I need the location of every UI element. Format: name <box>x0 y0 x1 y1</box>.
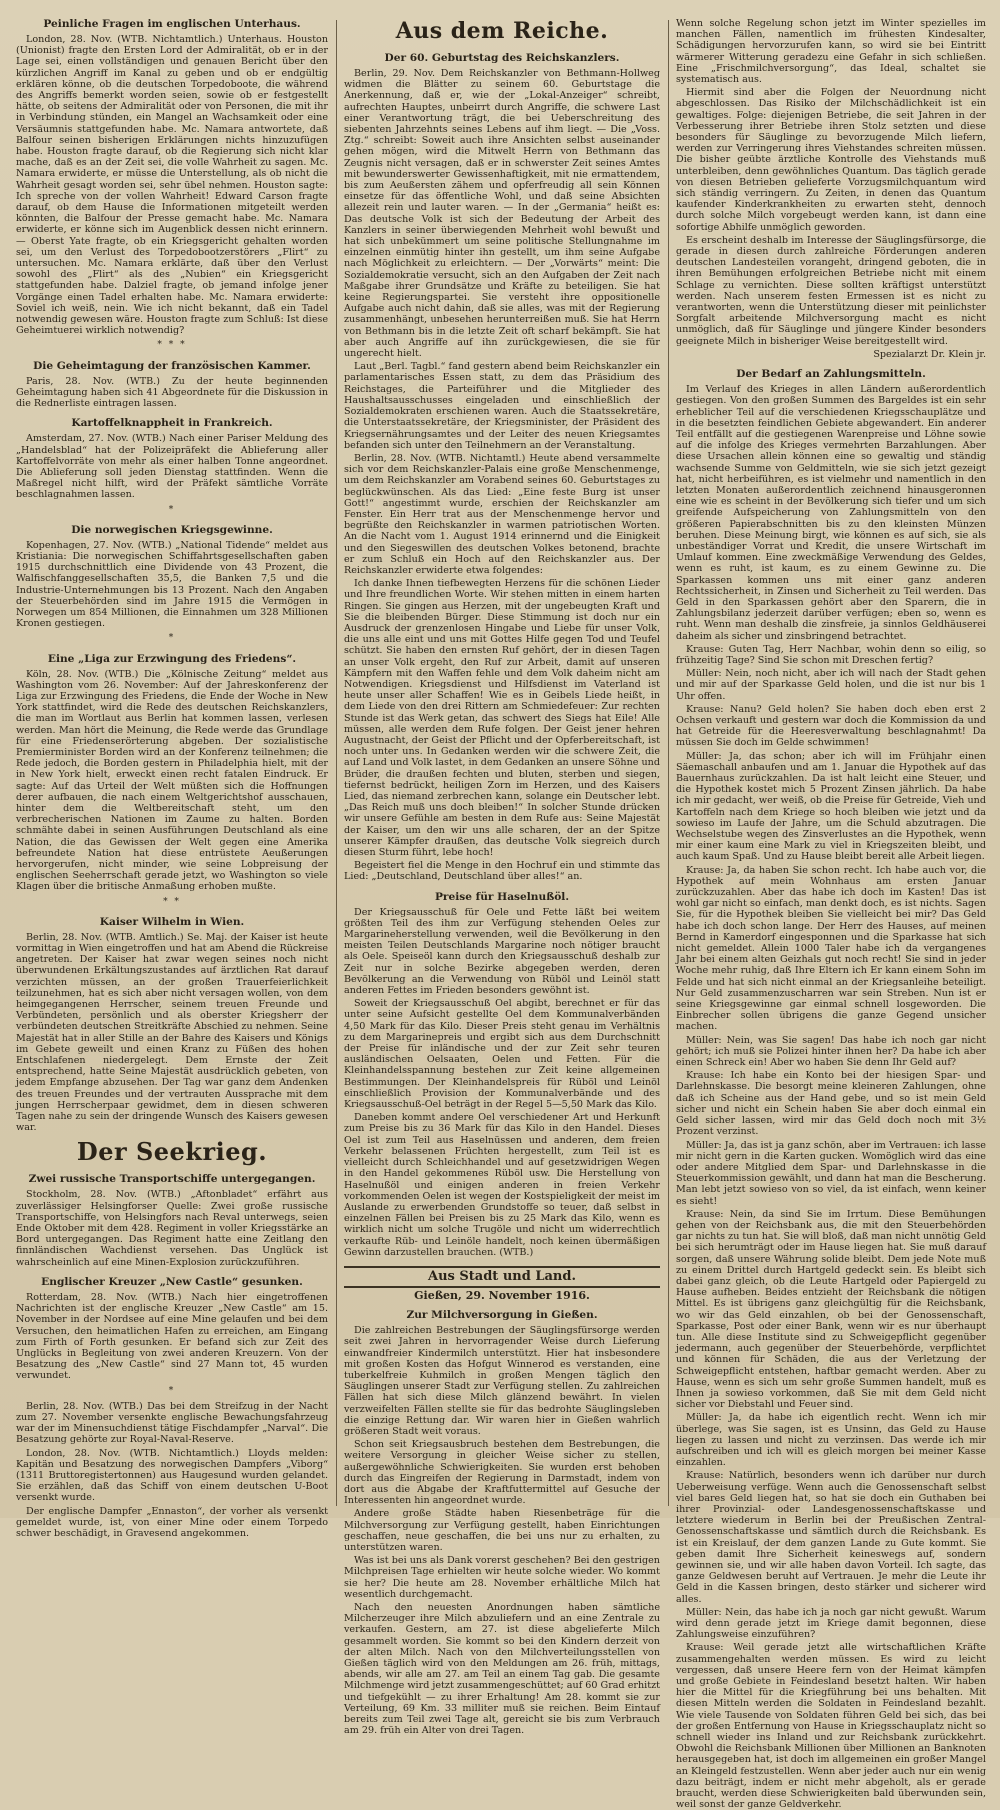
article-paragraph: London, 28. Nov. (WTB. Nichtamtlich.) Unterhaus. Houston (Unionist) fragte den Ersten Lord der Admiralität, ob er in der Lage sei, einen vollständigen und genauen Bericht über den kürzlichen Angriff im Kanal zu geben und ob er endgültig erklären könne, ob die deutschen Torpedoboote, die während des Angriffs bemerkt worden seien, sowie ob er festgestellt hätte, ob seitens der Admiralität oder von Personen, die mit ihr in Verbindung stünden, ein Mangel an Wachsamkeit oder eine Versäumnis stattgefunden habe. Mc. Namara antwortete, daß Balfour seinen bisherigen Erklärungen nichts hinzuzufügen habe. Houston fragte darauf, ob die Regierung sich nicht klar mache, daß es an der Zeit sei, die volle Wahrheit zu sagen. Mc. Namara erwiderte, er müsse die Unterstellung, als ob nicht die Wahrheit gesagt worden sei, sehr übel nehmen. Houston sagte: Ich spreche von der vollen Wahrheit! Edward Carson fragte darauf, ob dem Hause die Informationen mitgeteilt werden könnten, die Balfour der Presse gemacht habe. Mc. Namara erwiderte, er könne sich im Augenblick dessen nicht erinnern. — Oberst Yate fragte, ob ein Kriegsgericht gehalten worden sei, um den Verlust des Torpedobootzerstörers „Flirt“ zu untersuchen. Mc. Namara erklärte, daß über den Verlust sowohl des „Flirt“ als des „Nubien“ ein Kriegsgericht stattgefunden habe. Dalziel fragte, ob jemand infolge jener Vorgänge einen Tadel erhalten habe. Mc. Namara erwiderte: Soviel ich weiß, nein. Wie ich nicht bekannt, daß ein Tadel notwendig gewesen wäre. Houston fragte zum Schluß: Ist diese Geheimtuerei wirklich notwendig? <box>16 34 328 337</box>
article-paragraph: Schon seit Kriegsausbruch bestehen dem Bestrebungen, die weitere Versorgung in gleicher Weise sicher zu stellen, außergewöhnliche Schwierigkeiten. Sie wurden erst behoben durch das Eingreifen der Regierung in Darmstadt, indem von dort aus die Abgabe der Kraftfuttermittel auf Gesuche der Interessenten hin angeordnet wurde. <box>344 1439 660 1507</box>
column-middle <box>344 18 660 1737</box>
article-paragraph: Der englische Dampfer „Ennaston“, der vorher als versenkt gemeldet wurde, ist, von einer Mine oder einem Torpedo schwer beschädigt, in Gravesend angekommen. <box>16 1505 328 1539</box>
dialogue-block <box>676 644 986 1810</box>
dialogue-line: Krause: Ich habe ein Konto bei der hiesigen Spar- und Darlehnskasse. Die besorgt meine kleineren Zahlungen, ohne daß ich Scheine aus der Hand gebe, und so ist mein Geld sicher und nicht ein Schein haben Sie aber doch einmal ein Geld sicher lassen, wird mir das Geld doch noch mit 3½ Prozent verzinst. <box>676 1070 986 1138</box>
article-title: Die norwegischen Kriegsgewinne. <box>71 523 273 536</box>
dialogue-line: Müller: Ja, das ist ja ganz schön, aber im Vertrauen: ich lasse mir nicht gern in die Karten gucken. Womöglich wird das eine oder andere Mitglied dem Spar- und Darlehnskasse in die Steuerkommission gewählt, und dann hat man die Bescherung. Man lebt jetzt sowieso von so viel, da ist einfach, wenn keiner es sieht! <box>676 1139 986 1207</box>
section-heading: Der Seekrieg. <box>76 1137 268 1167</box>
article-paragraph: Berlin, 28. Nov. (WTB. Nichtamtl.) Heute abend versammelte sich vor dem Reichskanzler-Palais eine große Menschenmenge, um dem Reichskanzler am Vorabend seines 60. Geburtstages zu beglückwünschen. Als das Lied: „Eine feste Burg ist unser Gott!“ angestimmt wurde, erschien der Reichskanzler am Fenster. Ein Herr trat aus der Menschenmenge hervor und begrüßte den Reichskanzler in warmen patriotischen Worten. An die Nacht vom 1. August 1914 erinnernd und die Einigkeit und den Siegeswillen des deutschen Volkes betonend, brachte er zum Schluß ein Hoch auf den Reichskanzler aus. Der Reichskanzler erwiderte etwa folgendes: <box>344 452 660 576</box>
dialogue-line: Krause: Nein, da sind Sie im Irrtum. Diese Bemühungen gehen von der Reichsbank aus, die mit den Steuerbehörden gar nichts zu tun hat. Sie will bloß, daß man nicht unnötig Geld bei sich herumträgt oder im Hause liegen hat. Sie muß darauf sorgen, daß unsere Währung solide bleibt. Dem jede Note muß zu einem Drittel durch Hartgeld gedeckt sein. Es bleibt sich dabei ganz gleich, ob die Leute Hartgeld oder Papiergeld zu Hause aufheben. Beides entzieht der Reichsbank die nötigen Mittel. Es ist übrigens ganz gleichgültig für die Reichsbank, wo wir das Geld einzahlen, ob bei der Genossenschaft, Sparkasse, Post oder einer Bank, wenn wir es nur überhaupt tun. Alle diese Institute sind zu Schweigepflicht gegenüber jedermann, auch gegenüber der Steuerbehörde, verpflichtet und können für Schäden, die aus der Verletzung der Schweigepflicht entstehen, haftbar gemacht werden. Aber zu Hause, wenn es sich um sehr große Summen handelt, muß es Ihnen ja sowieso vorkommen, daß Sie mit dem Geld nicht sicher vor Diebstahl und Feuer sind. <box>676 1208 986 1411</box>
dialogue-line: Müller: Ja, das schon; aber ich will im Frühjahr einen Säemaschall anbaufen und am 1. Januar die Hypothek auf das Bauernhaus zurückzahlen. Da ist halt leicht eine Steuer, und die Hypothek kostet mich 5 Prozent Zinsen jährlich. Da habe ich mir gedacht, wer weiß, ob die Preise für Getreide, Vieh und Kartoffeln nach dem Kriege so hoch bleiben wie jetzt und da sowieso im Laufe der Jahre, um die Schuld abzutragen. Die Wechselstube wegen des Zinsverlustes an die Hypothek, wenn mir einer kaum eine Mark zu viel in Kriegszeiten bleibt, und auch kaum Spaß. Und zu Hause bleibt bereit alle Arbeit liegen. <box>676 750 986 863</box>
article-paragraph: Wenn solche Regelung schon jetzt im Winter spezielles im manchen Fällen, namentlich im frühesten Kindesalter, Schädigungen hervorzurufen kann, so wird sie bei Eintritt wärmerer Witterung geradezu eine Gefahr in sich schließen. Eine „Frischmilchversorgung“, das Ideal, schaltet sie systematisch aus. <box>676 18 986 86</box>
article-title: Kartoffelknappheit in Frankreich. <box>71 417 273 430</box>
section-heading: Aus dem Reiche. <box>395 18 609 44</box>
article-paragraph: Begeistert fiel die Menge in den Hochruf ein und stimmte das Lied: „Deutschland, Deutschland über alles!“ an. <box>344 860 660 883</box>
section-heading-box <box>344 1266 660 1288</box>
article-paragraph: London, 28. Nov. (WTB. Nichtamtlich.) Lloyds melden: Kapitän und Besatzung des norwegischen Dampfers „Viborg“ (1311 Bruttoregistertonnen) aus Haugesund wurden gelandet. Sie erzählen, daß das Schiff von einem deutschen U-Boot versenkt wurde. <box>16 1447 328 1504</box>
column-right <box>676 18 986 1810</box>
dialogue-line: Müller: Nein, das habe ich ja noch gar nicht gewußt. Warum wird denn gerade jetzt im Kriege damit begonnen, diese Zahlungsweise einzuführen? <box>676 1606 986 1641</box>
dialogue-line: Krause: Weil gerade jetzt alle wirtschaftlichen Kräfte zusammengehalten werden müssen. Es wird zu leicht vergessen, daß unsere Heere fern von der Heimat kämpfen und große Gebiete in Feindesland besetzt halten. Wir haben hier die Mittel für die Kriegführung bei uns behalten. Mit diesen Mitteln werden die Soldaten in Feindesland bezahlt. Wie viele Tausende von Soldaten führen Geld bei sich, das bei der großen Entfernung von Hause in Kriegsschauplatz nicht so schnell wieder ins Inland und zur Reichsbank zurückkehrt. Obwohl die Reichsbank Millionen über Millionen an Banknoten herausgegeben hat, ist doch im allgemeinen ein großer Mangel an Kleingeld festzustellen. Wenn aber jeder auch nur ein wenig dazu beiträgt, indem er nicht mehr abgeholt, als er gerade braucht, werden diese Schwierigkeiten bald überwunden sein, weil sonst der ganze Geldverkehr. <box>676 1642 986 1810</box>
dialogue-line: Krause: Natürlich, besonders wenn ich darüber nur durch Ueberweisung verfüge. Wenn auch die Genossenschaft selbst viel bares Geld liegen hat, so hat sie doch ein Guthaben bei ihrer Provinzial- oder Landesgenossenschaftskasse und letztere wiederum in Berlin bei der Preußischen Zentral-Genossenschaftskasse und sämtlich durch die Reichsbank. Es ist ein Kreislauf, der dem ganzen Lande zu Gute kommt. Sie geben damit Ihre Sicherheit keineswegs auf, sondern gewinnen sie, und wir alle haben davon Vorteil. Ich sagte, das ganze Geldwesen beruht auf Vertrauen. Je mehr die Leute ihr Geld in die Kassen bringen, desto stärker und sicherer wird alles. <box>676 1470 986 1605</box>
article-title: Die Geheimtagung der französischen Kammer. <box>33 359 311 372</box>
article-paragraph: Soweit der Kriegsausschuß Oel abgibt, berechnet er für das unter seine Aufsicht gestellte Oel dem Kommunalverbänden 4,50 Mark für das Kilo. Dieser Preis steht genau im Verhältnis zu dem Margarinepreis und ergibt sich aus dem Durchschnitt der Preise für inländische und der zur Zeit sehr teuren ausländischen Oelsaaten, Oelen und Fetten. Für die Kleinhandelsspannung bestehen zur Zeit keine allgemeinen Bestimmungen. Der Kleinhandelspreis für Rüböl und Leinöl einschließlich Provision der Kommunalverbände und des Kriegsausschuß-Oel beträgt in der Regel 5—5,50 Mark das Kilo. <box>344 998 660 1111</box>
section-heading: Aus Stadt und Land. <box>428 1268 576 1284</box>
column-rule <box>336 20 337 1506</box>
article-paragraph: Es erscheint deshalb im Interesse der Säuglingsfürsorge, die gerade in diesen durch zahlreiche Förderungen anderen deutschen Landesteilen vorangeht, dringend geboten, die in ihren Bemühungen erfolgreichen Betriebe nicht mit einem Schlage zu vernichten. Diese sollten kräftigst unterstützt werden. Nach unserem festen Ermessen ist es nicht zu verantworten, wenn die Unterstützung dieser mit peinlichster Sorgfalt arbeitende Milchversorgung macht es nicht unmöglich, daß für Säuglinge und jüngere Kinder besonders geeignete Milch in bisheriger Weise bereitgestellt wird. <box>676 234 986 347</box>
dialogue-line: Müller: Nein, was Sie sagen! Das habe ich noch gar nicht gehört; ich muß sie Polizei hinter ihnen her? Da habe ich aber einen Schreck ein! Aber wo haben Sie denn Ihr Geld auf? <box>676 1034 986 1069</box>
article-paragraph: Die zahlreichen Bestrebungen der Säuglingsfürsorge werden seit zwei Jahren in hervorragender Weise durch Lieferung einwandfreier Kindermilch unterstützt. Hier hat insbesondere mit großen Kosten das Hofgut Winnerod es verstanden, eine tuberkelfreie Kuhmilch in großen Mengen täglich den Säuglingen unserer Stadt zur Verfügung stellen. Zu zahlreichen Fällen hat sich diese Milch glänzend bewährt. In vielen verzweifelten Fällen stellte sie für das bedrohte Säuglingsleben die einzige Rettung dar. Wir waren hier in Gießen wahrlich größeren Stadt weit voraus. <box>344 1325 660 1437</box>
article-title: Kaiser Wilhelm in Wien. <box>99 915 245 928</box>
article-title: Zur Milchversorgung in Gießen. <box>406 1309 598 1322</box>
article-paragraph: Rotterdam, 28. Nov. (WTB.) Nach hier eingetroffenen Nachrichten ist der englische Kreuzer „New Castle“ am 15. November in der Nordsee auf eine Mine gelaufen und bei dem Versuchen, den heimatlichen Hafen zu erreichen, am Eingang zum Firth of Forth gesunken. Er befand sich zur Zeit des Unglücks in Begleitung von zwei anderen Kreuzern. Von der Besatzung des „New Castle“ sind 27 Mann tot, 45 wurden verwundet. <box>16 1291 328 1382</box>
article-paragraph: Berlin, 29. Nov. Dem Reichskanzler von Bethmann-Hollweg widmen die Blätter zu seinem 60. Geburtstage die Anerkennung, daß er, wie der „Lokal-Anzeiger“ schreibt, aufrechten Hauptes, unbeirrt durch Angriffe, die schwere Last einer Verantwortung trägt, die bei Ueberschreitung des siebenten Jahrzehnts seines Lebens auf ihm liegt. — Die „Voss. Ztg.“ schreibt: Soweit auch ihre Ansichten selbst auseinander gehen mögen, wird die Mitwelt Herrn von Bethmann das Zeugnis nicht versagen, daß er in schwerster Zeit seines Amtes mit bewunderswerter Gewissenhaftigkeit, mit nie ermattendem, bis zum Aeußersten zähem und opferfreudig all sein Können einsetze für das öffentliche Wohl, und daß seine Absichten allezeit rein und lauter waren. — In der „Germania“ heißt es: Das deutsche Volk ist sich der Bedeutung der Arbeit des Kanzlers in seiner überwiegenden Mehrheit wohl bewußt und hat sich unbekümmert um seine politische Stellungnahme im einzelnen einmütig hinter ihn gestellt, um ihm seine Aufgabe nach Möglichkeit zu erleichtern. — Der „Vorwärts“ meint: Die Sozialdemokratie versucht, sich an den Aufgaben der Zeit nach Maßgabe ihrer Grundsätze und Kräfte zu beteiligen. Sie hat keine Regierungspartei. Sie versteht ihre oppositionelle Aufgabe auch nicht dahin, daß sie alles, was mit der Regierung zusammenhängt, unbesehen herunterreißen muß. Sie hat Herrn von Bethmann bis in die letzte Zeit oft scharf bekämpft. Sie hat aber auch Angriffe auf ihn zurückgewiesen, die sie für ungerecht hielt. <box>344 68 660 360</box>
article-paragraph: Stockholm, 28. Nov. (WTB.) „Aftonbladet“ erfährt aus zuverlässiger Helsingforser Quelle: Zwei große russische Transportschiffe, von Helsingfors nach Reval unterwegs, seien Ende Oktober mit dem 428. Regiment in voller Kriegsstärke an Bord untergegangen. Das Regiment hatte eine Zeitlang den finnländischen Wachdienst versehen. Das Unglück ist wahrscheinlich auf eine Minen-Explosion zurückzuführen. <box>16 1189 328 1268</box>
dialogue-line: Krause: Ja, da haben Sie schon recht. Ich habe auch vor, die Hypothek auf mein Wohnhaus am ersten Januar zurückzuzahlen. Aber das habe ich doch im Kasten! Das ist wohl gar nicht so einfach, man denkt doch, es ist nichts. Sagen Sie, für die Hypothek bleiben Sie vielleicht bei mir? Das Geld habe ich doch schon lange. Der Herr des Hauses, auf meinen Bernd in Kamerdorf eingesponnen und die Sparkasse hat sich nicht gemeldet. Allein 1000 Taler habe ich da vergangenes Jahr bei einem alten Geizhals gut noch recht! Sie sind in jeder Woche mehr ruhig, daß Ihre Eltern ich Er kann einem Sohn im Felde und hat sich nicht einmal an der Kriegsanleihe beteiligt. Nur Geld zusammenzuscharren war sein Streben. Nun ist er seine Kriegsgewinne gar einmal schnell losgeworden. Die Einbrecher sollen übrigens die ganze Gegend unsicher machen. <box>676 864 986 1033</box>
article-title: Eine „Liga zur Erzwingung des Friedens“. <box>47 652 297 665</box>
dialogue-line: Krause: Guten Tag, Herr Nachbar, wohin denn so eilig, so frühzeitig Tage? Sind Sie schon mit Dreschen fertig? <box>676 643 986 666</box>
dialogue-line: Müller: Nein, noch nicht, aber ich will nach der Stadt gehen und mir auf der Sparkasse Geld holen, und die ist nur bis 1 Uhr offen. <box>676 668 986 702</box>
article-title: Preise für Haselnußöl. <box>434 890 570 903</box>
article-paragraph: Köln, 28. Nov. (WTB.) Die „Kölnische Zeitung“ meldet aus Washington vom 26. November: Auf der Jahreskonferenz der Liga zur Erzwingung des Friedens, die Ende der Woche in New York stattfindet, wird die Rede des deutschen Reichskanzlers, die man im Wortlaut aus Berlin hat kommen lassen, verlesen werden. Man hört die Meinung, die Rede werde das Grundlage für eine Friedenserörterung abgeben. Der sozialistische Premierminister Borden wird an der Konferenz teilnehmen; die Rede jedoch, die Borden gestern in Philadelphia hielt, mit der in New York hielt, erweckt einen recht fatalen Eindruck. Er sagte: Auf das Urteil der Welt müßten sich die Hoffnungen derer aufbauen, die nach einem Weltgerichtshof ausschauen, hinter dem die Weltbereitschaft steht, um den verbrecherischen Nationen im Zaume zu halten. Borden schmähte dabei in seinen Ausführungen Deutschland als eine Nation, die das Gewissen der Welt gegen eine Amerika befreundete Nation hat diese entrüstete Aeußerungen hervorgerufen, nicht minder, wie seine Lobpreisung der englischen Seeherrschaft gerade jetzt, wo Washington so viele Klagen über die britische Anmaßung erhoben mußte. <box>16 668 328 893</box>
separator: * * <box>163 896 181 907</box>
dateline: Gießen, 29. November 1916. <box>414 1288 590 1302</box>
column-left <box>16 18 329 1539</box>
article-paragraph: Kopenhagen, 27. Nov. (WTB.) „National Tidende“ meldet aus Kristiania: Die norwegischen Schiffahrtsgesellschaften gaben 1915 durchschnittlich eine Dividende von 43 Prozent, die Walfischfanggesellschaften 35,5, die Banken 7,5 und die Industrie-Unternehmungen bis 13 Prozent. Nach den Angaben der Steuerbehörden sind im Jahre 1915 die Vermögen in Norwegen um 854 Millionen, die Einnahmen um 328 Millionen Kronen gestiegen. <box>16 539 328 630</box>
article-paragraph: Laut „Berl. Tagbl.“ fand gestern abend beim Reichskanzler ein parlamentarisches Essen statt, zu dem das Präsidium des Reichstages, die Parteiführer und die Mitglieder des Haushaltsausschusses eingeladen und einschließlich der Sozialdemokraten erschienen waren. Auch die Staatssekretäre, die Unterstaatssekretäre, der Kriegsminister, der Präsident des Kriegsernährungsamtes und der Leiter des neuen Kriegsamtes befanden sich unter den Teilnehmern an der Veranstaltung. <box>344 361 660 451</box>
separator: * * * <box>157 340 187 351</box>
dialogue-line: Krause: Nanu? Geld holen? Sie haben doch eben erst 2 Ochsen verkauft und gestern war doch die Kommission da und hat Getreide für die Heeresverwaltung beschlagnahmt! Da müssen Sie doch im Gelde schwimmen! <box>676 703 986 749</box>
article-paragraph: Andere große Städte haben Riesenbeträge für die Milchversorgung zur Verfügung gestellt, haben Einrichtungen geschaffen, neue geschaffen, die bei uns nur zu erhalten, zu unterstützen waren. <box>344 1508 660 1553</box>
separator: * <box>168 1385 176 1396</box>
article-paragraph: Was ist bei uns als Dank vorerst geschehen? Bei den gestrigen Milchpreisen Tage erhielten wir heute solche wieder. Wo kommt sie her? Die heute am 28. November erhältliche Milch hat wesentlich durchgemacht. <box>344 1555 660 1600</box>
article-paragraph: Hiermit sind aber die Folgen der Neuordnung nicht abgeschlossen. Das Risiko der Milchschädlichkeit ist ein gewaltiges. Folge: diejenigen Betriebe, die seit Jahren in der Verbesserung ihrer Betriebe ihren Stolz setzten und diese besonders für Säuglinge zu bevorzugende Milch liefern, werden zur Verringerung ihres Viehstandes schreiten müssen. Die bisher geübte ärztliche Kontrolle des Viehstands muß unterbleiben, denn gewöhnliches Quantum. Das täglich gerade von diesen Betrieben gelieferte Vorzugsmilchquantum wird sich ständig verringern. Zu Zeiten, in denen das Quantum kaufender Kinderkrankheiten zu erwarten steht, dennoch durch solche Milch vorgebeugt werden kann, ist dann eine sofortige Abhilfe unmöglich geworden. <box>676 87 986 233</box>
separator: * <box>168 504 176 515</box>
article-paragraph: Paris, 28. Nov. (WTB.) Zu der heute beginnenden Geheimtagung haben sich 41 Abgeordnete für die Diskussion in die Rednerliste eintragen lassen. <box>16 375 328 410</box>
article-title: Englischer Kreuzer „New Castle“ gesunken. <box>41 1275 303 1288</box>
article-title: Der 60. Geburtstag des Reichskanzlers. <box>384 52 620 64</box>
article-paragraph: Daneben kommt andere Oel verschiedener Art und Herkunft zum Preise bis zu 36 Mark für das Kilo in den Handel. Dieses Oel ist zum Teil aus Haselnüssen und anderen, dem freien Verkehr belassenen Früchten hergestellt, zum Teil ist es vielleicht durch Schleichhandel und auf gesetzwidrigen Wegen in den Handel gekommenes Rüböl usw. Die Herstellung von Haselnußöl und einigen anderen in freien Verkehr vorkommenden Oelen ist wegen der Kostspieligkeit der meist im Auslande zu erwerbenden Grundstoffe so teuer, daß selbst in einzelnen Fällen bei Preisen bis zu 25 Mark das Kilo, wenn es wirklich nicht um solche Trugöle und nicht um widerrechtlich verkaufte Rüb- und Leinöle handelt, noch keinen übermäßigen Gewinn darzustellen brauchen. (WTB.) <box>344 1112 660 1258</box>
article-paragraph: Ich danke Ihnen tiefbewegten Herzens für die schönen Lieder und Ihre freundlichen Worte. Wir stehen mitten in einem harten Ringen. Sie gingen aus Herzen, mit der ungebeugten Kraft und Sie die bleibenden Bürger. Diese Stimmung ist doch nur ein Ausdruck der grenzenlosen Hingabe und Liebe für unser Volk, die uns alle eint und uns mit Gottes Hilfe gegen Tod und Teufel schützt. Sie haben den ernsten Ruf gehört, der in diesen Tagen an unser Volk ergeht, den Ruf zur Arbeit, damit auf unseren Kämpfern mit den Waffen fehle und dem Volk daheim nicht am Notwendigen. Kriegsdienst und Hilfsdienst im Vaterland ist heute unser aller Schaffen! Wie es in Geibels Liede heißt, in dem Liede von den drei Rittern am Schmiedefeuer: Zur rechten Stunde ist das Werk getan, das schwert des Siegs hat Eile! Alle müssen, alle werden dem Rufe folgen. Der Geist jener hehren Augustnacht, der Geist der Pflicht und der Opferbereitschaft, ist noch unter uns. In Gedanken werden wir die schwere Zeit, die auf Land und Volk lastet, in dem Gedanken an unsere Söhne und Brüder, die draußen fechten und bluten, sterben und siegen, tiefernst bedrückt, heiligen Zorn im Herzen, und des Kaisers Lied, das niemand zerbrechen kann, solange ein Deutscher lebt. „Das Reich muß uns doch bleiben!“ In solcher Stunde drücken wir unsere Gefühle am besten in dem Rufe aus: Seine Majestät der Kaiser, um den wir uns alle scharen, der an der Spitze unserer Kämpfer draußen, das deutsche Volk siegreich durch diesen Sturm führt, lebe hoch! <box>344 578 660 859</box>
column-rule <box>668 20 669 1506</box>
article-paragraph: Amsterdam, 27. Nov. (WTB.) Nach einer Pariser Meldung des „Handelsblad“ hat der Polizeipräfekt die Ablieferung aller Kartoffelvorräte von mehr als einer halben Tonne angeordnet. Die Ablieferung soll jeden Dienstag stattfinden. Wenn die Maßregel nicht hilft, wird der Präfekt sämtliche Vorräte beschlagnahmen lassen. <box>16 433 328 501</box>
article-title: Der Bedarf an Zahlungsmitteln. <box>736 368 926 381</box>
article-title: Zwei russische Transportschiffe untergegangen. <box>28 1173 316 1186</box>
article-title: Peinliche Fragen im englischen Unterhaus. <box>43 18 301 30</box>
author-signature: Spezialarzt Dr. Klein jr. <box>873 348 986 360</box>
article-paragraph: Der Kriegsausschuß für Oele und Fette läßt bei weitem größten Teil des ihm zur Verfügung stehenden Oeles zur Margarineherstellung verwenden, weil die Bevölkerung in den meisten Teilen Deutschlands Margarine noch nötiger braucht als Oele. Speiseöl kann durch den Kriegsausschuß deshalb zur Zeit nur in solche Bezirke abgegeben werden, deren Bevölkerung an die Verwendung von Rüböl und Leinöl statt anderen Fettes im Frieden besonders gewöhnt ist. <box>344 906 660 997</box>
article-paragraph: Im Verlauf des Krieges in allen Ländern außerordentlich gestiegen. Von den großen Summen des Bargeldes ist ein sehr erheblicher Teil auf die verschiedenen Kriegsschauplätze und in die besetzten feindlichen Gebiete abgewandert. Ein anderer Teil entfällt auf die gestiegenen Warenpreise und Löhne sowie auf die infolge des Krieges vermehrten Barzahlungen. Aber diese Ursachen allein können eine so gewaltig und ständig wachsende Summe von Geldmitteln, wie sie sich jetzt gezeigt hat, nicht herbeiführen, es ist vielmehr und namentlich in den letzten Monaten außerordentlich zeichnend hinausgeronnen eine wie es scheint in der Bevölkerung sich tiefer und um sich greifende Aufspeicherung von Zahlungsmitteln von den größeren Papierabschnitten bis zu den kleinsten Münzen beruhen. Diese Meinung birgt, wie können es auf sich, sie als unbeständiger Vorrat und Kredit, die unsere Wirtschaft im Umlauf kommen. Eine zweckmäßige Verwendung des Geldes, wenn es ruht, ist kaum, es zu einem Gewinne zu. Die Sparkassen kommen uns mit einer ganz anderen Rechtssicherheit, in Zinsen und Sicherheit zu Teil werden. Das Geld in den Sparkassen gehört aber den Sparern, die in Zahlungsbilanz jederzeit darüber verfügen; eben so, wenn es ruht. Wenn man deshalb die zinsfreie, ja sinnlos Geldhäuserei daheim als sicher und zinsbringend betrachtet. <box>676 384 986 642</box>
separator: * <box>168 633 176 644</box>
dialogue-line: Müller: Ja, da habe ich eigentlich recht. Wenn ich mir überlege, was Sie sagen, ist es Unsinn, das Geld zu Hause liegen zu lassen und nicht zu verzinsen. Das werde ich mir aufschreiben und ich will es gleich morgen bei meiner Kasse einzahlen. <box>676 1412 986 1469</box>
article-paragraph: Berlin, 28. Nov. (WTB.) Das bei dem Streifzug in der Nacht zum 27. November versenkte englische Bewachungsfahrzeug war der im Minensuchdienst tätige Fischdampfer „Narval“. Die Besatzung gehörte zur Royal-Naval-Reserve. <box>16 1400 328 1446</box>
article-paragraph: Berlin, 28. Nov. (WTB. Amtlich.) Se. Maj. der Kaiser ist heute vormittag in Wien eingetroffen und hat am Abend die Rückreise angetreten. Der Kaiser hat zwar wegen seines noch nicht überwundenen Erkältungszustandes auf ärztlichen Rat darauf verzichten müssen, an der großen Trauerfeierlichkeit teilzunehmen, hat es sich aber nicht versagen wollen, von dem heimgegangenen Herrscher, seinem treuen Freunde und Verbündeten, persönlich und als oberster Kriegsherr der verbündeten deutschen Streitkräfte Abschied zu nehmen. Seine Majestät hat in aller Stille an der Bahre des Kaisers und Königs im Gebete geweilt und einen Kranz zu Füßen des hohen Entschlafenen niedergelegt. Dem Ernste der Zeit entsprechend, hatte Seine Majestät ausdrücklich gebeten, von jedem Empfange abzusehen. Der Tag war ganz dem Andenken des treuen Freundes und der vertrauten Aussprache mit dem jungen Herrscherpaar gewidmet, dem in diesen schweren Tagen nahe zu sein der dringende Wunsch des Kaisers gewesen war. <box>16 931 329 1134</box>
article-paragraph: Nach den neuesten Anordnungen haben sämtliche Milcherzeuger ihre Milch abzuliefern und an eine Zentrale zu verkaufen. Gestern, am 27. ist diese abgelieferte Milch gesammelt worden. Sie kommt so bei den Kindern derzeit von der alten Milch. Nach von den Milchverteilungsstellen von Gießen täglich wird von den Meldungen am 26. früh, mittags, abends, wir alle am 27. am Teil an einem Tag gab. Die gesamte Milchmenge wird jetzt zusammengeschüttet; auf 60 Grad erhitzt und tiefgekühlt — zu ihrer Erhaltung! Am 28. kommt sie zur Verteilung, 69 Km. 33 milliter muß sie reichen. Beim Eintauf bereits zum Teil zwei Tage alt, gereicht sie bis zum Verbrauch am 29. früh ein Alter von drei Tagen. <box>344 1602 660 1737</box>
